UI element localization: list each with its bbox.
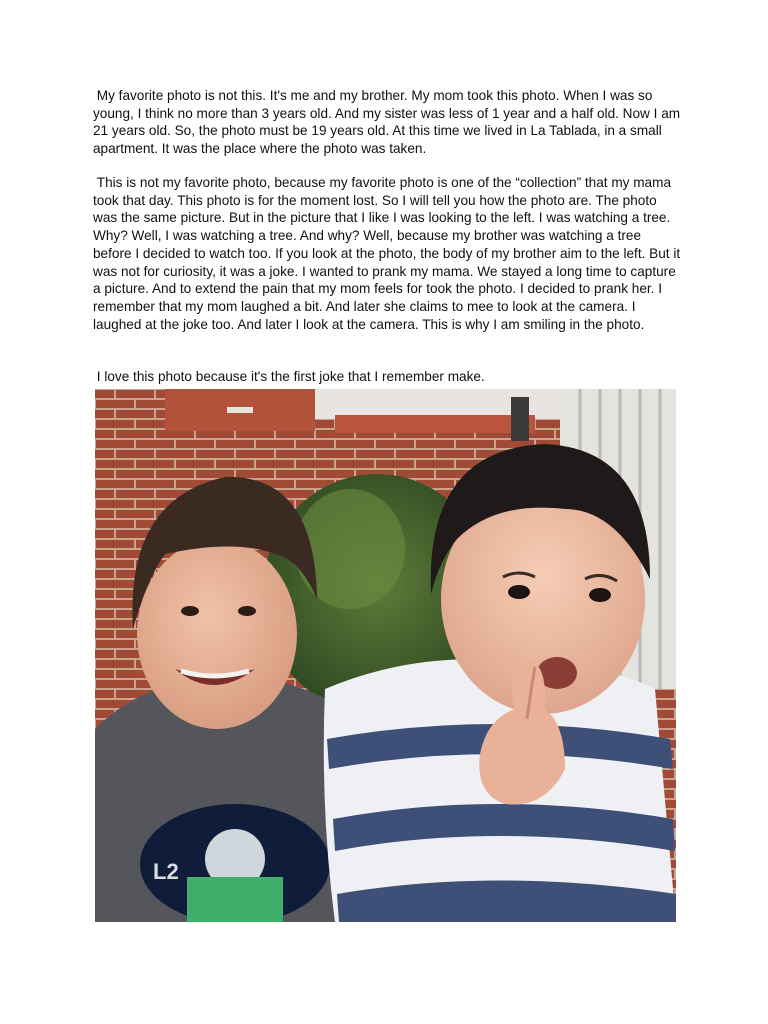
paragraph-2: This is not my favorite photo, because my favorite photo is one of the “collection” that my mama took that day. This photo is for the moment lost. So I will tell you how the photo are. The photo was the same picture. But in the picture that I like I was looking to the left. I was watching a tree. Why? Well, I was watching a tree. And why? Well, because my brother was watching a tree before I decided to watch too. If you look at the photo, the body of my brother aim to the left. But it was not for curiosity, it was a joke. I wanted to prank my mama. We stayed a long time to capture a picture. And to extend the pain that my mom feels for took the photo. I decided to prank her. I remember that my mom laughed a bit. And later she claims to mee to look at the camera. I laughed at the joke too. And later I look at the camera. This is why I am smiling in the photo. (93, 175, 684, 332)
family-photo (95, 389, 676, 922)
shirt-print-text: L2 (153, 859, 179, 884)
left-boy-face (137, 539, 297, 729)
paragraph-1: My favorite photo is not this. It's me and my brother. My mom took this photo. When I was so young, I think no more than 3 years old. And my sister was less of 1 year and a half old. Now I am 21 years old. So, the photo must be 19 years old. At this time we lived in La Tablada, in a small apartment. It was the place where the photo was taken. (93, 88, 684, 157)
paragraph-3: I love this photo because it's the first joke that I remember make. (93, 369, 485, 384)
